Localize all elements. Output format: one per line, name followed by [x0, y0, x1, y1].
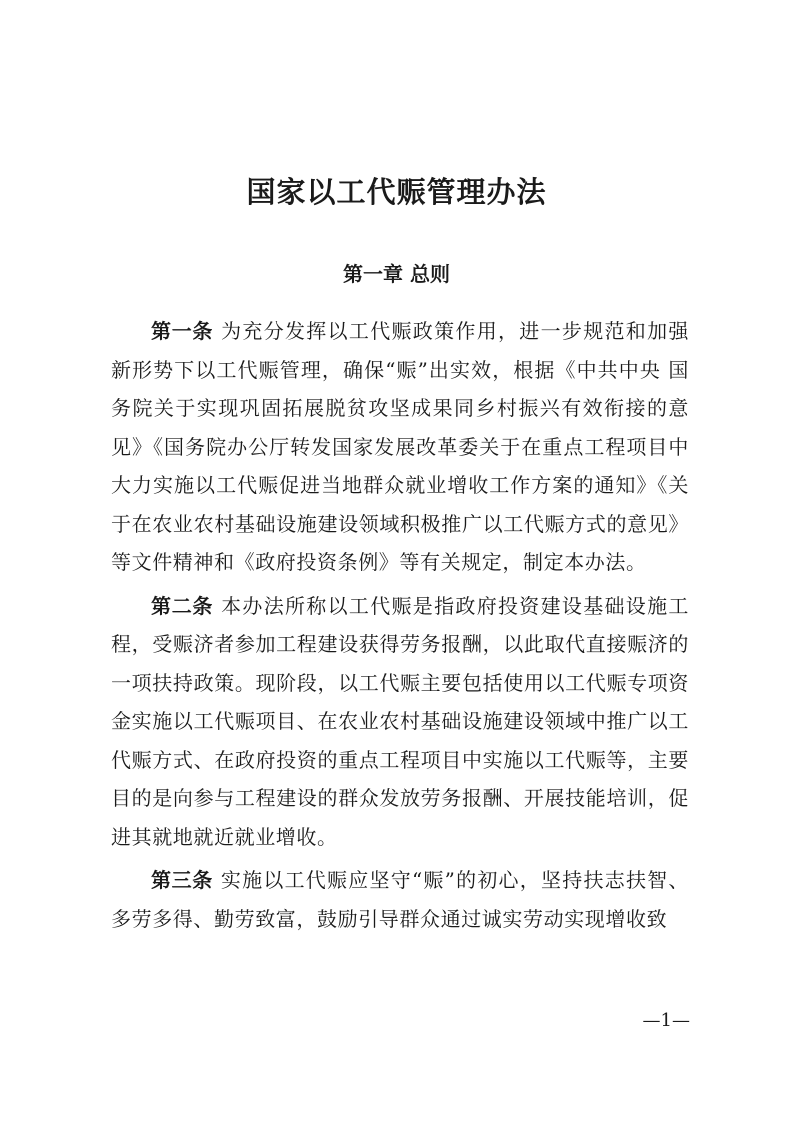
article-text: 为充分发挥以工代赈政策作用，进一步规范和加强新形势下以工代赈管理，确保“赈”出实效，根据《中共中央 国务院关于实现巩固拓展脱贫攻坚成果同乡村振兴有效衔接的意见》《国务院办公厅转发国家发展改革委关于在重点工程项目中大力实施以工代赈促进当地群众就业增收工作方案的通知》《关于在农业农村基础设施建设领域积极推广以工代赈方式的意见》等文件精神和《政府投资条例》等有关规定，制定本办法。: [111, 319, 690, 574]
article-3: [111, 861, 689, 938]
document-body: [111, 312, 689, 943]
article-text: 本办法所称以工代赈是指政府投资建设基础设施工程，受赈济者参加工程建设获得劳务报酬，以此取代直接赈济的一项扶持政策。现阶段，以工代赈主要包括使用以工代赈专项资金实施以工代赈项目、在农业农村基础设施建设领域中推广以工代赈方式、在政府投资的重点工程项目中实施以工代赈等，主要目的是向参与工程建设的群众发放劳务报酬、开展技能培训，促进其就地就近就业增收。: [111, 593, 690, 849]
article-text: 实施以工代赈应坚守“赈”的初心，坚持扶志扶智、多劳多得、勤劳致富，鼓励引导群众通过诚实劳动实现增收致: [111, 868, 689, 931]
chapter-heading: 第一章 总则: [343, 262, 450, 286]
page-number: —1—: [642, 1010, 690, 1031]
document-title: 国家以工代赈管理办法: [246, 175, 547, 209]
article-number: 第三条: [151, 868, 213, 892]
article-number: 第二条: [151, 593, 214, 618]
article-2: [111, 587, 689, 857]
article-1: [111, 312, 689, 582]
article-number: 第一条: [151, 319, 214, 343]
